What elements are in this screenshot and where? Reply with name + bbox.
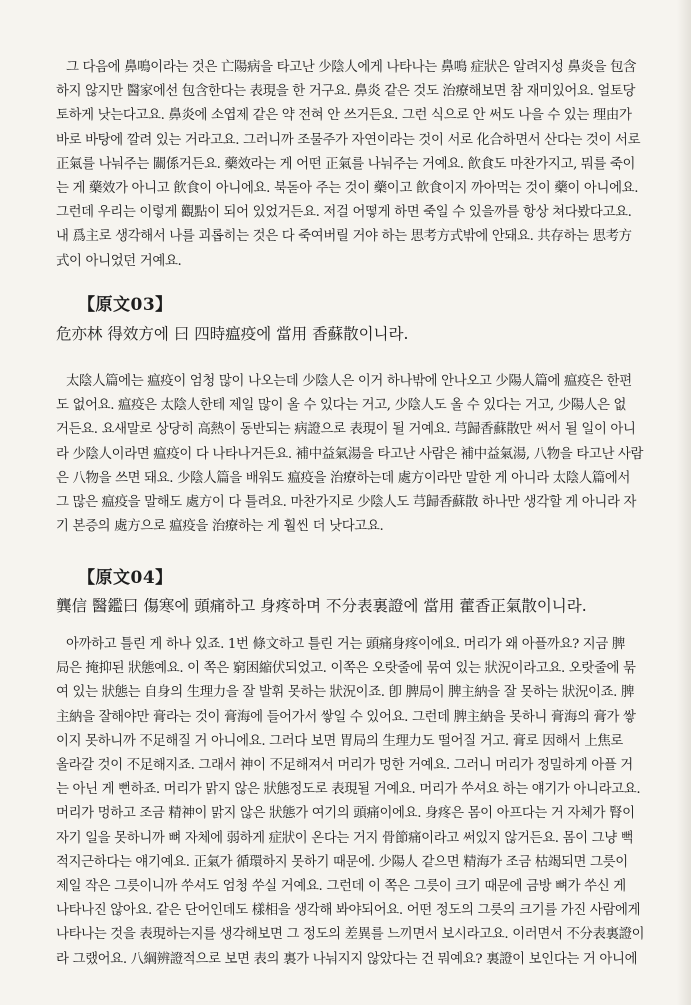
text-line: 바로 바탕에 깔려 있는 거라고요. 그러니까 조물주가 자연이라는 것이 서로 化合하면서 산다는 것이 서로 — [56, 132, 641, 148]
text-line: 아까하고 틀린 게 하나 있죠. 1번 條文하고 틀린 거는 頭痛身疼이에요. 머리가 왜 아플까요? 지금 脾 — [66, 637, 625, 652]
paragraph-commentary-03 — [56, 370, 656, 539]
text-line: 자기 일을 못하니까 뼈 자체에 弱하게 症狀이 온다는 거지 骨節痛이라고 써있지 않거든요. 몸이 그냥 뻑 — [56, 830, 634, 846]
text-line: 하지 않지만 醫家에선 包含한다는 表現을 한 거구요. 鼻炎 같은 것도 治療해보면 참 재미있어요. 얼토당 — [56, 84, 636, 100]
text-line: 라 少陰人이라면 瘟疫이 다 나타나거든요. 補中益氣湯을 타고난 사람은 補中益氣湯, 八物을 타고난 사람 — [56, 446, 644, 462]
text-line: 나타나진 않아요. 같은 단어인데도 樣相을 생각해 봐야되어요. 어떤 정도의 그릇의 크기를 가진 사람에게 — [56, 903, 641, 919]
text-line: 는 아닌 게 뻔하죠. 머리가 맑지 않은 狀態정도로 表現될 거예요. 머리가 쑤셔요 하는 얘기가 아니라고요. — [56, 782, 641, 798]
paragraph-intro — [56, 56, 656, 274]
paragraph-commentary-04 — [56, 633, 656, 972]
text-line: 는 게 藥效가 아니고 飮食이 아니에요. 북돋아 주는 것이 藥이고 飮食이지 까아먹는 것이 藥이 아니에요. — [56, 181, 639, 197]
text-line: 正氣를 나눠주는 關係거든요. 藥效라는 게 어떤 正氣를 나눠주는 거예요. 飮食도 마찬가지고, 뭐를 죽이 — [56, 156, 636, 172]
text-line: 나타나는 것을 表現하는지를 생각해보면 그 정도의 差異를 느끼면서 보시라고요. 이러면서 不分表裏證이 — [56, 927, 645, 943]
text-line: 式이 아니었던 거예요. — [56, 253, 182, 269]
text-line: 太陰人篇에는 瘟疫이 엄청 많이 나오는데 少陰人은 이거 하나밖에 안나오고 少陽人篇에 瘟疫은 한편 — [66, 374, 632, 389]
text-line: 도 없어요. 瘟疫은 太陰人한테 제일 많이 올 수 있다는 거고, 少陰人도 올 수 있다는 거고, 少陽人은 없 — [56, 398, 627, 414]
source-quote-04: 龔信 醫鑑曰 傷寒에 頭痛하고 身疼하며 不分表裏證에 當用 藿香正氣散이니라. — [56, 597, 587, 615]
text-line: 그 많은 瘟疫을 말해도 處方이 다 틀려요. 마찬가지로 少陰人도 芎歸香蘇散 하나만 생각할 게 아니라 자 — [56, 495, 637, 511]
text-line: 主納을 잘해야만 膏라는 것이 膏海에 들어가서 쌓일 수 있어요. 그런데 脾主納을 못하니 膏海의 膏가 쌓 — [56, 709, 636, 725]
text-line: 여 있는 狀態는 自身의 生理力을 잘 발휘 못하는 狀況이죠. 卽 脾局이 脾主納을 잘 못하는 狀況이죠. 脾 — [56, 685, 635, 701]
text-line: 그 다음에 鼻鳴이라는 것은 亡陽病을 타고난 少陰人에게 나타나는 鼻鳴 症狀은 알려지성 鼻炎을 包含 — [66, 60, 637, 75]
section-heading-original-04: 【原文04】 — [78, 568, 173, 588]
text-line: 적지근하다는 얘기예요. 正氣가 循環하지 못하기 때문에. 少陽人 같으면 精海가 조금 枯竭되면 그릇이 — [56, 854, 628, 870]
text-line: 이지 못하니까 不足해질 거 아니에요. 그러다 보면 胃局의 生理力도 떨어질 거고. 膏로 因해서 上焦로 — [56, 733, 624, 749]
source-quote-03: 危亦林 得效方에 曰 四時瘟疫에 當用 香蘇散이니라. — [56, 325, 409, 343]
text-line: 제일 작은 그릇이니까 쑤셔도 엄청 쑤실 거예요. 그런데 이 쪽은 그릇이 크기 때문에 금방 뼈가 쑤신 게 — [56, 879, 626, 895]
text-line: 내 爲主로 생각해서 나를 괴롭히는 것은 다 죽여버릴 거야 하는 思考方式밖에 안돼요. 共存하는 思考方 — [56, 229, 632, 245]
text-line: 그런데 우리는 이렇게 觀點이 되어 있었거든요. 저걸 어떻게 하면 죽일 수 있을까를 항상 쳐다봤다고요. — [56, 205, 632, 221]
text-line: 거든요. 요새말로 상당히 高熱이 동반되는 病證으로 表現이 될 거예요. 芎歸香蘇散만 써서 될 일이 아니 — [56, 422, 636, 438]
text-line: 局은 掩抑된 狀態예요. 이 쪽은 窮困縮伏되었고. 이쪽은 오랏줄에 묶여 있는 狀況이라고요. 오랏줄에 묶 — [56, 661, 636, 677]
section-heading-original-03: 【原文03】 — [78, 295, 173, 315]
text-line: 은 八物을 쓰면 돼요. 少陰人篇을 배워도 瘟疫을 治療하는데 處方이라만 말한 게 아니라 太陰人篇에서 — [56, 470, 631, 486]
text-line: 토하게 낫는다고요. 鼻炎에 소엽제 같은 약 전혀 안 쓰거든요. 그런 식으로 안 써도 나을 수 있는 理由가 — [56, 108, 632, 124]
text-line: 머리가 멍하고 조금 精神이 맑지 않은 狀態가 여기의 頭痛이에요. 身疼은 몸이 아프다는 거 자체가 腎이 — [56, 806, 635, 822]
text-line: 올라갈 것이 不足해지죠. 그래서 神이 不足해져서 머리가 멍한 거예요. 그러니 머리가 정밀하게 아플 거 — [56, 758, 633, 774]
text-line: 라 그랬어요. 八綱辨證적으로 보면 表의 裏가 나눠지지 않았다는 건 뭐예요? 裏證이 보인다는 거 아니에 — [56, 951, 638, 967]
page-edge-shadow — [677, 0, 691, 1005]
text-line: 기 본증의 處方으로 瘟疫을 治療하는 게 훨씬 더 낫다고요. — [56, 519, 384, 535]
